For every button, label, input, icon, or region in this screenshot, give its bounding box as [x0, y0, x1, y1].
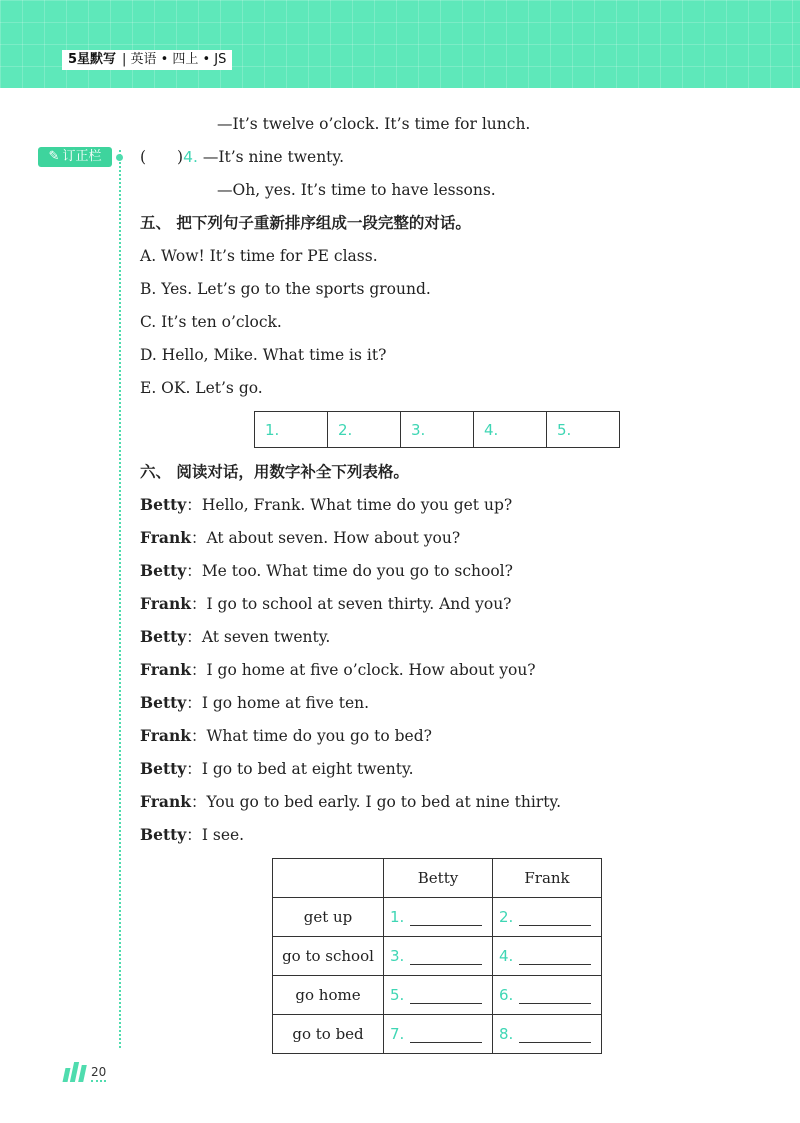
answer-number: 8. [499, 1025, 514, 1043]
q4-number: 4. [183, 148, 198, 166]
table-header-empty [273, 859, 384, 898]
answer-cell[interactable] [384, 976, 493, 1015]
dialogue-text: At seven twenty. [201, 628, 331, 646]
correction-column-label: 订正栏 [62, 149, 102, 164]
brand-name: 5星默写 [68, 52, 117, 67]
table-row [273, 976, 602, 1015]
pencil-icon: ✎ [48, 149, 60, 164]
dialogue-text: I go to bed at eight twenty. [201, 760, 414, 778]
answer-blank[interactable] [410, 989, 482, 1004]
answer-blank[interactable] [519, 911, 591, 926]
answer-blank[interactable] [410, 1028, 482, 1043]
speaker-colon: ： [190, 793, 207, 811]
order-box-3[interactable]: 3. [401, 412, 474, 448]
answer-blank[interactable] [519, 989, 591, 1004]
speaker-name: Frank [140, 792, 191, 811]
speaker-colon: ： [186, 694, 202, 712]
order-box-5[interactable]: 5. [547, 412, 620, 448]
part5-heading: 五、 把下列句子重新排序组成一段完整的对话。 [140, 214, 471, 232]
speaker-colon: ： [190, 727, 207, 745]
answer-number: 3. [390, 947, 405, 965]
dialogue-text: Me too. What time do you go to school? [201, 562, 513, 580]
answer-cell[interactable] [384, 937, 493, 976]
answer-blank[interactable] [410, 950, 482, 965]
speaker-name: Betty [140, 627, 187, 646]
dialogue-line [140, 494, 512, 516]
speaker-colon: ： [186, 826, 202, 844]
header-band [0, 0, 800, 88]
answer-blank[interactable] [410, 911, 482, 926]
q4-answer-paren[interactable]: ( ) [140, 148, 184, 166]
table-header-frank: Frank [493, 859, 602, 898]
subject-label: 英语 • 四上 • JS [130, 52, 227, 67]
schedule-table [272, 858, 602, 1054]
sentence-e: E. OK. Let’s go. [140, 379, 263, 397]
order-box-4[interactable]: 4. [474, 412, 547, 448]
dialogue-line [140, 725, 432, 747]
order-box-2[interactable]: 2. [328, 412, 401, 448]
answer-number: 7. [390, 1025, 405, 1043]
table-header-betty: Betty [384, 859, 493, 898]
speaker-colon: ： [186, 496, 202, 514]
speaker-name: Betty [140, 759, 187, 778]
dialogue-line [140, 659, 536, 681]
answer-number: 6. [499, 986, 514, 1004]
speaker-colon: ： [190, 595, 207, 613]
correction-column-tag [38, 147, 112, 167]
speaker-colon: ： [190, 529, 207, 547]
table-row [273, 937, 602, 976]
answer-number: 5. [390, 986, 405, 1004]
speaker-name: Betty [140, 693, 187, 712]
answer-number: 4. [499, 947, 514, 965]
q3-answer-line: —It’s twelve o’clock. It’s time for lunch. [217, 115, 531, 133]
dialogue-text: I go to school at seven thirty. And you? [206, 595, 512, 613]
speaker-name: Frank [140, 594, 191, 613]
dialogue-text: I go home at five o’clock. How about you? [206, 661, 536, 679]
speaker-name: Betty [140, 561, 187, 580]
answer-cell[interactable] [384, 1015, 493, 1054]
dialogue-line [140, 593, 511, 615]
order-box-1[interactable]: 1. [255, 412, 328, 448]
row-label: go to bed [273, 1015, 384, 1054]
q4-question: —It’s nine twenty. [202, 148, 345, 166]
dialogue-line [140, 758, 414, 780]
q4-line [140, 146, 344, 168]
dialogue-line [140, 527, 460, 549]
dialogue-line [140, 560, 513, 582]
row-label: get up [273, 898, 384, 937]
answer-number: 2. [499, 908, 514, 926]
table-row [273, 1015, 602, 1054]
dialogue-line [140, 692, 369, 714]
answer-blank[interactable] [519, 950, 591, 965]
sentence-b: B. Yes. Let’s go to the sports ground. [140, 280, 431, 298]
speaker-colon: ： [186, 562, 202, 580]
dialogue-text: Hello, Frank. What time do you get up? [201, 496, 513, 514]
sentence-d: D. Hello, Mike. What time is it? [140, 346, 387, 364]
dialogue-text: I go home at five ten. [201, 694, 370, 712]
book-spine-icon [64, 1062, 85, 1082]
dialogue-text: I see. [201, 826, 245, 844]
speaker-colon: ： [186, 760, 202, 778]
answer-cell[interactable] [493, 976, 602, 1015]
speaker-name: Frank [140, 726, 191, 745]
margin-dotted-line [119, 150, 121, 1048]
dialogue-text: What time do you go to bed? [206, 727, 432, 745]
sentence-a: A. Wow! It’s time for PE class. [140, 247, 378, 265]
dialogue-text: At about seven. How about you? [206, 529, 461, 547]
speaker-colon: ： [190, 661, 207, 679]
speaker-name: Frank [140, 528, 191, 547]
page-number-block [64, 1062, 106, 1082]
answer-cell[interactable] [493, 898, 602, 937]
part6-heading: 六、 阅读对话，用数字补全下列表格。 [140, 463, 409, 481]
answer-blank[interactable] [519, 1028, 591, 1043]
row-label: go to school [273, 937, 384, 976]
dialogue-line [140, 791, 561, 813]
order-answer-boxes [254, 411, 620, 448]
answer-number: 1. [390, 908, 405, 926]
table-header-row [273, 859, 602, 898]
dialogue-text: You go to bed early. I go to bed at nine thirty. [206, 793, 562, 811]
answer-cell[interactable] [493, 1015, 602, 1054]
page-number: 20 [91, 1065, 106, 1082]
speaker-name: Betty [140, 495, 187, 514]
q4-answer-line: —Oh, yes. It’s time to have lessons. [217, 181, 496, 199]
sentence-c: C. It’s ten o’clock. [140, 313, 282, 331]
label-separator: | [122, 52, 127, 67]
answer-cell[interactable] [384, 898, 493, 937]
speaker-name: Betty [140, 825, 187, 844]
row-label: go home [273, 976, 384, 1015]
dialogue-line [140, 824, 244, 846]
table-row [273, 898, 602, 937]
speaker-colon: ： [186, 628, 202, 646]
speaker-name: Frank [140, 660, 191, 679]
answer-cell[interactable] [493, 937, 602, 976]
book-label [62, 50, 232, 70]
dialogue-line [140, 626, 330, 648]
